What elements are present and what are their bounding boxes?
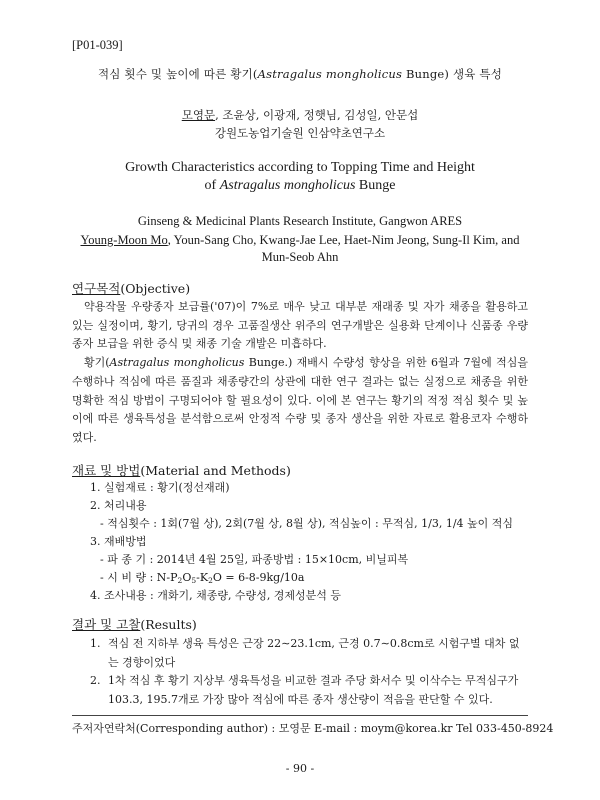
authors-english: Young-Moon Mo, Youn-Sang Cho, Kwang-Jae Lee, Haet-Nim Jeong, Sung-Il Kim, and [80, 233, 520, 247]
results-heading: 결과 및 고찰(Results) [72, 617, 197, 632]
methods-item-1: 1. 실험재료 : 황기(정선재래) [90, 481, 230, 494]
affiliation-english: Ginseng & Medicinal Plants Research Institute, Gangwon ARES [137, 214, 463, 228]
institute-korean: 강원도농업기술원 인삼약초연구소 [214, 126, 386, 140]
methods-item-3-fertilizer: - 시 비 량 : $N-P_2O_5-K_2O = 6-8-9kg/10a$ [100, 571, 305, 585]
objective-paragraph-2: 황기(Astragalus mongholicus Bunge.) 재배시 수량성 향상을 위한 6월과 7월에 적심을 수행하나 적심에 따른 품질과 채종량간의 상관에 대한 연구 결과는 없는 실정으로 채종을 위한 명확한 적심 방법이 구명되어야 할 필요성이 있다. 이에 본 연구는 황기의 적정 적심 횟수 및 높이에 따른 생육특성을 분석함으로써 안정적 수량 및 종자 생산을 위한 자료로 활용코자 수행하였다. [72, 356, 529, 444]
authors-english-last: Mun-Seob Ahn [261, 250, 339, 264]
methods-heading: 재료 및 방법(Material and Methods) [72, 463, 291, 478]
title-english-line2: of Astragalus mongholicus Bunge [204, 178, 396, 193]
corresponding-author: 주저자연락처(Corresponding author) : 모영문 E-mail : moym@korea.kr Tel 033-450-8924 [72, 722, 554, 735]
methods-item-4: 4. 조사내용 : 개화기, 채종량, 수량성, 경제성분석 등 [90, 589, 342, 602]
authors-korean: 모영문, 조윤상, 이광재, 정햇님, 김성일, 안문섭 [181, 108, 419, 122]
objective-heading: 연구목적(Objective) [72, 281, 191, 296]
poster-code: [P01-039] [72, 38, 123, 52]
objective-body [72, 298, 528, 448]
results-item-2: 2. 1차 적심 후 황기 지상부 생육특성을 비교한 결과 주당 화서수 및 이삭수는 무적심구가 103.3, 195.7개로 가장 많아 적심에 따른 종자 생산량이 적음을 판단할 수 있다. [90, 674, 519, 706]
first-author-english: Young-Moon Mo [80, 233, 168, 247]
title-english-line1: Growth Characteristics according to Topping Time and Height [125, 160, 475, 175]
objective-paragraph-1: 약용작물 우량종자 보급률('07)이 7%로 매우 낮고 대부분 재래종 및 자가 채종을 활용하고 있는 실정이며, 황기, 당귀의 경우 고품질생산 위주의 연구개발은 실용화 단계이나 신품종 우량종자 보급을 위한 증식 및 채종 기술 개발은 미흡하다. [72, 300, 528, 351]
title-korean: 적심 횟수 및 높이에 따른 황기(Astragalus mongholicus Bunge) 생육 특성 [97, 67, 503, 81]
results-list [90, 635, 530, 709]
footnote-divider [72, 715, 528, 716]
page-number: - 90 - [285, 762, 315, 775]
methods-item-2-detail: - 적심횟수 : 1회(7월 상), 2회(7월 상, 8월 상), 적심높이 : 무적심, 1/3, 1/4 높이 적심 [100, 517, 514, 530]
methods-item-3: 3. 재배방법 [90, 535, 147, 548]
methods-item-2: 2. 처리내용 [90, 499, 147, 512]
first-author-korean: 모영문 [181, 108, 216, 122]
results-item-1: 1. 적심 전 지하부 생육 특성은 근장 22∼23.1cm, 근경 0.7∼0.8cm로 시험구별 대차 없는 경향이었다 [90, 637, 520, 669]
methods-item-3-sowing: - 파 종 기 : 2014년 4월 25일, 파종방법 : 15×10cm, 비닐피복 [100, 553, 409, 566]
